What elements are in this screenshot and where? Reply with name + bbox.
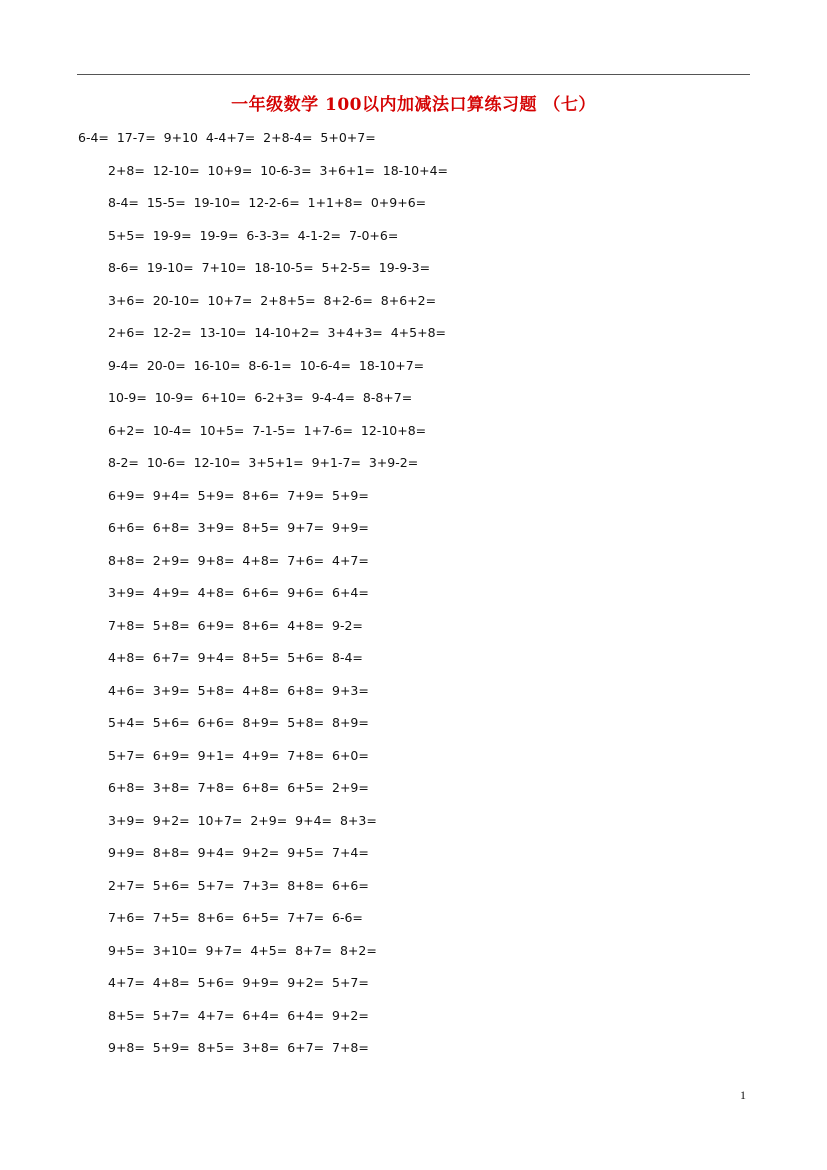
exercise-row: 6-4= 17-7= 9+10 4-4+7= 2+8-4= 5+0+7=	[78, 130, 376, 145]
exercise-row: 3+9= 4+9= 4+8= 6+6= 9+6= 6+4=	[108, 585, 369, 600]
exercise-row: 2+8= 12-10= 10+9= 10-6-3= 3+6+1= 18-10+4=	[108, 162, 448, 178]
exercise-row: 5+5= 19-9= 19-9= 6-3-3= 4-1-2= 7-0+6=	[108, 227, 399, 243]
exercise-row: 7+6= 7+5= 8+6= 6+5= 7+7= 6-6=	[108, 910, 363, 925]
page-number: 1	[740, 1088, 746, 1102]
exercise-row: 8-4= 15-5= 19-10= 12-2-6= 1+1+8= 0+9+6=	[108, 195, 427, 210]
exercise-row: 9+8= 5+9= 8+5= 3+8= 6+7= 7+8=	[108, 1040, 369, 1055]
exercise-row: 8+8= 2+9= 9+8= 4+8= 7+6= 4+7=	[108, 552, 369, 568]
exercise-row: 6+9= 9+4= 5+9= 8+6= 7+9= 5+9=	[108, 487, 369, 503]
exercise-row: 9+5= 3+10= 9+7= 4+5= 8+7= 8+2=	[108, 942, 377, 958]
exercise-row: 6+6= 6+8= 3+9= 8+5= 9+7= 9+9=	[108, 520, 369, 535]
exercise-row: 4+6= 3+9= 5+8= 4+8= 6+8= 9+3=	[108, 682, 369, 698]
exercise-row: 8-2= 10-6= 12-10= 3+5+1= 9+1-7= 3+9-2=	[108, 455, 419, 470]
exercise-row: 9-4= 20-0= 16-10= 8-6-1= 10-6-4= 18-10+7=	[108, 357, 425, 373]
exercise-row: 8-6= 19-10= 7+10= 18-10-5= 5+2-5= 19-9-3=	[108, 260, 431, 275]
exercise-row: 10-9= 10-9= 6+10= 6-2+3= 9-4-4= 8-8+7=	[108, 390, 413, 405]
page-title: 一年级数学 100以内加减法口算练习题 （七）	[231, 95, 596, 115]
exercise-row: 5+4= 5+6= 6+6= 8+9= 5+8= 8+9=	[108, 715, 369, 730]
exercise-row: 7+8= 5+8= 6+9= 8+6= 4+8= 9-2=	[108, 617, 363, 633]
exercise-row: 4+7= 4+8= 5+6= 9+9= 9+2= 5+7=	[108, 975, 369, 990]
exercise-row: 5+7= 6+9= 9+1= 4+9= 7+8= 6+0=	[108, 747, 369, 763]
exercise-row: 9+9= 8+8= 9+4= 9+2= 9+5= 7+4=	[108, 845, 369, 860]
header-rule	[77, 74, 750, 75]
exercise-row: 8+5= 5+7= 4+7= 6+4= 6+4= 9+2=	[108, 1007, 369, 1023]
exercise-row: 6+8= 3+8= 7+8= 6+8= 6+5= 2+9=	[108, 780, 369, 795]
exercise-row: 2+7= 5+6= 5+7= 7+3= 8+8= 6+6=	[108, 877, 369, 893]
exercise-row: 6+2= 10-4= 10+5= 7-1-5= 1+7-6= 12-10+8=	[108, 422, 427, 438]
exercise-row: 3+6= 20-10= 10+7= 2+8+5= 8+2-6= 8+6+2=	[108, 292, 437, 308]
exercise-row: 4+8= 6+7= 9+4= 8+5= 5+6= 8-4=	[108, 650, 363, 665]
exercise-row: 3+9= 9+2= 10+7= 2+9= 9+4= 8+3=	[108, 812, 377, 828]
exercise-row: 2+6= 12-2= 13-10= 14-10+2= 3+4+3= 4+5+8=	[108, 325, 447, 340]
